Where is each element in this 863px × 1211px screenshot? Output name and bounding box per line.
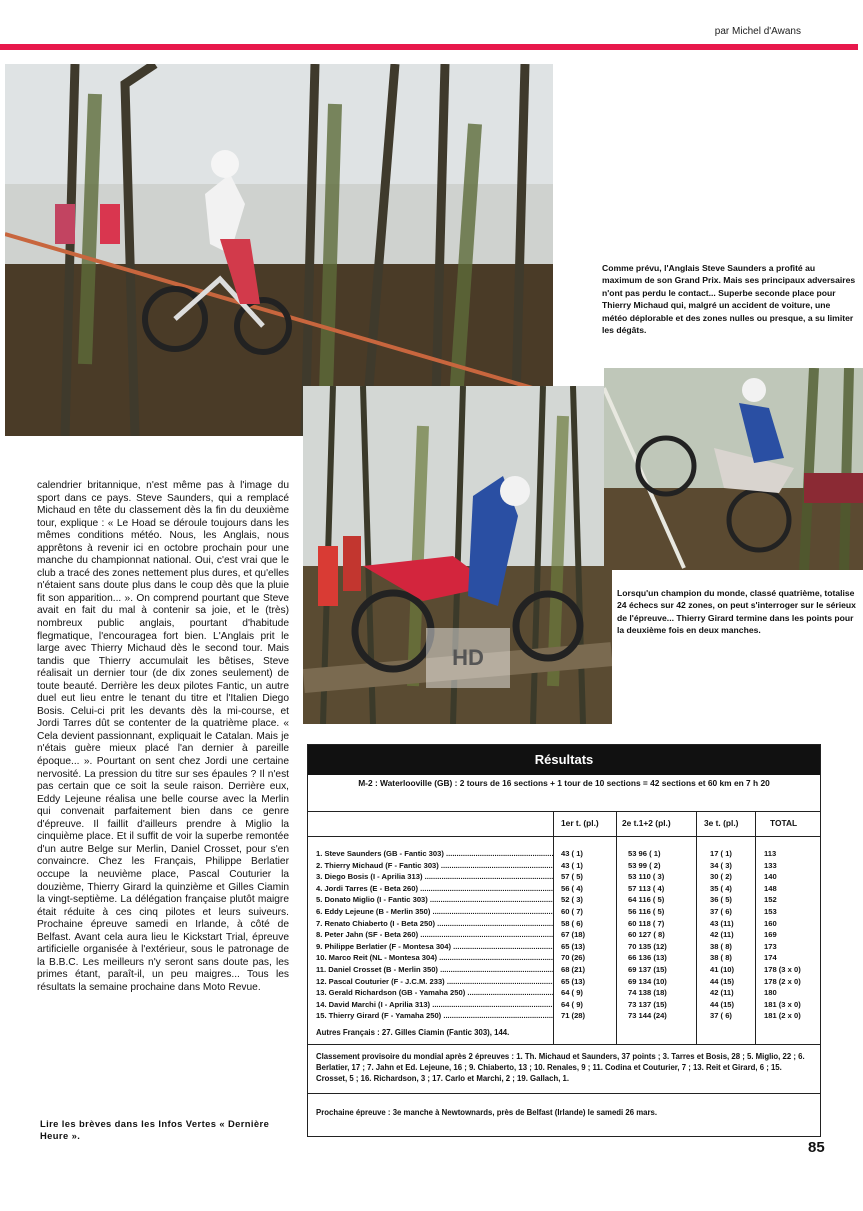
cell-total: 173: [764, 941, 777, 951]
cell-total: 174: [764, 953, 777, 963]
table-row: [308, 964, 820, 976]
cell-t1: 52 ( 3): [561, 895, 583, 905]
standings-label: Classement provisoire du mondial après 2 épreuves :: [316, 1052, 515, 1061]
table-row: [308, 941, 820, 953]
cell-t12: 56 116 ( 5): [628, 907, 665, 916]
cell-t12: 74 138 (18): [628, 988, 667, 998]
other-french: [316, 1027, 812, 1038]
cell-t1: 64 ( 9): [561, 999, 583, 1009]
table-row: [308, 894, 820, 906]
table-row: [308, 929, 820, 941]
separator: [308, 1093, 820, 1094]
cell-t1: 71 (28): [561, 1011, 586, 1021]
cell-t1: 67 (18): [561, 930, 586, 940]
cell-name: 14. David Marchi (I - Aprilia 313) .....: [316, 999, 553, 1011]
cell-name: 4. Jordi Tarres (E - Beta 260) .....: [316, 883, 553, 895]
cell-t12: 53 96 ( 1): [628, 849, 661, 858]
column-header: 1er t. (pl.): [561, 818, 599, 828]
cell-t3: 41 (10): [710, 965, 735, 974]
cell-t1: 58 ( 6): [561, 918, 583, 928]
cell-t12: 70 135 (12): [628, 941, 667, 951]
read-more-note: Lire les brèves dans les Infos Vertes « Dernière Heure ».: [40, 1118, 270, 1141]
column-header: 2e t.1+2 (pl.): [622, 818, 671, 828]
cell-total: 113: [764, 849, 777, 858]
cell-t3: 17 ( 1): [710, 849, 732, 858]
cell-name: 8. Peter Jahn (SF - Beta 260) .....: [316, 929, 553, 941]
cell-t12: 73 144 (24): [628, 1011, 667, 1021]
photo-caption-2: Lorsqu'un champion du monde, classé quatrième, totalise 24 échecs sur 42 zones, on peut s'interroger sur le sérieux de l'épreuve... Thierry Girard termine dans les points pour la deuxième fois en deux manches.: [617, 588, 856, 636]
results-title: Résultats: [308, 745, 820, 775]
cell-t3: 36 ( 5): [710, 895, 732, 905]
column-header: TOTAL: [770, 818, 798, 828]
header-rule: [308, 836, 820, 837]
cell-t3: 37 ( 6): [710, 907, 732, 916]
cell-t1: 60 ( 7): [561, 907, 583, 916]
page-number: 85: [808, 1139, 825, 1156]
cell-total: 178 (3 x 0): [764, 965, 801, 974]
cell-name: 5. Donato Miglio (I - Fantic 303) .....: [316, 894, 553, 906]
cell-t3: 44 (15): [710, 976, 735, 986]
next-event-text: 3e manche à Newtownards, près de Belfast (Irlande) le samedi 26 mars.: [392, 1108, 658, 1117]
cell-t12: 60 127 ( 8): [628, 930, 665, 940]
cell-t12: 73 137 (15): [628, 999, 667, 1009]
cell-total: 160: [764, 918, 777, 928]
cell-name: 12. Pascal Couturier (F - J.C.M. 233) .....: [316, 976, 553, 988]
cell-name: 3. Diego Bosis (I - Aprilia 313) .....: [316, 871, 553, 883]
cell-total: 153: [764, 907, 777, 916]
cell-t12: 69 137 (15): [628, 965, 667, 974]
cell-name: 13. Gerald Richardson (GB - Yamaha 250) .....: [316, 987, 553, 999]
table-row: [308, 848, 820, 860]
cell-total: 133: [764, 860, 777, 870]
table-row: [308, 860, 820, 872]
race-description: M-2 : Waterlooville (GB) : 2 tours de 16 sections + 1 tour de 10 sections = 42 sections et 60 km en 7 h 20: [358, 778, 770, 788]
table-row: [308, 918, 820, 930]
cell-t3: 38 ( 8): [710, 953, 732, 963]
table-row: [308, 883, 820, 895]
cell-total: 148: [764, 883, 777, 893]
table-row: [308, 1010, 820, 1022]
cell-t1: 65 (13): [561, 941, 586, 951]
cell-name: 1. Steve Saunders (GB - Fantic 303) .....: [316, 848, 553, 860]
article-body: [37, 480, 289, 994]
photo-thierry-girard: [604, 368, 863, 570]
cell-name: 11. Daniel Crosset (B - Merlin 350) .....: [316, 964, 553, 976]
article-paragraph: calendrier britannique, n'est même pas à l'image du sport dans ce pays. Steve Saunders, qui a remplacé Michaud en tête du classement dès la fin du deuxième tour, explique : « Le Hoad se déroule toujours dans les mêmes conditions météo. Nous, les Anglais, nous apprêtons à revenir ici en octobre prochain pour une manche du championnat national. Oui, c'est vrai que le club a tracé des zones nettement plus dures, et qu'elles n'étaient sans doute plus dans le coup dès que la pluie fit son apparition... ». On comprend pourtant que Steve avait en fait du mal à contenir sa joie, et le (très) nombreux public anglais, pourtant d'habitude flegmatique, l'encouragea fort bien. L'Anglais prit le large avec Thierry Michaud dès le second tour. Mais tandis que Thierry accumulait les bêtises, Steve réalisait un dernier tour (de dix zones seulement) de toute beauté. Derrière les deux pilotes Fantic, un autre duel eut lieu entre le tenant du titre et l'Italien Diego Bosis. Celui-ci prit les devants dès la mi-course, et Jordi Tarres dût se contenter de la quatrième place. « Cela devient passionnant, expliquait le Catalan. Mais je n'étais guère mieux placé l'an dernier à pareille époque... ». Pourtant on sent chez Jordi une certaine nervosité. La pression du titre sur ses épaules ? Il n'est pas certain que ce soit la seule raison. Derrière eux, Eddy Lejeune réalisa une belle course avec la Merlin qui convenait parfaitement bien dans ce genre d'épreuve. Il faillit d'ailleurs prendre à Miglio la cinquième place. Et il suffit de voir la superbe remontée d'un autre Belge sur Merlin, Daniel Crosset, pour s'en convaincre. Chez les Français, Philippe Berlatier occupe la neuvième place, Pascal Couturier la douzième, Thierry Girard la quinzième et Gilles Ciamin la vingt-septième. La délégation française plutôt maigre était réduite à ces cinq pilotes et leurs suiveurs. Prochaine épreuve samedi en Irlande, à côté de Belfast. Avant cela aura lieu le Kickstart Trial, épreuve artificielle organisée à l'extérieur, sous le patronage de la B.B.C. Les meilleurs n'y seront sans doute pas, les primes étant, paraît-il, un peu maigres... Tous les résultats la semaine prochaine dans Moto Revue.: [37, 480, 289, 993]
cell-name: 2. Thierry Michaud (F - Fantic 303) .....: [316, 860, 553, 872]
cell-t12: 66 136 (13): [628, 953, 667, 963]
results-box: [307, 744, 821, 1137]
cell-t12: 64 116 ( 5): [628, 895, 665, 905]
results-table: [308, 811, 820, 1045]
other-french-text: 27. Gilles Ciamin (Fantic 303), 144.: [381, 1028, 510, 1037]
cell-t3: 38 ( 8): [710, 941, 732, 951]
photo-caption-1: Comme prévu, l'Anglais Steve Saunders a profité au maximum de son Grand Prix. Mais ses principaux adversaires n'ont pas perdu le contact... Superbe seconde place pour Thierry Michaud qui, malgré un accident de voiture, une météo déplorable et des zones nulles ou presque, a su limiter les dégâts.: [602, 263, 856, 336]
cell-t3: 35 ( 4): [710, 883, 732, 893]
cell-t1: 65 (13): [561, 976, 586, 986]
cell-t3: 42 (11): [710, 930, 734, 940]
cell-name: 15. Thierry Girard (F - Yamaha 250) .....: [316, 1010, 553, 1022]
cell-t1: 57 ( 5): [561, 872, 583, 882]
cell-name: 6. Eddy Lejeune (B - Merlin 350) .....: [316, 906, 553, 918]
cell-t3: 30 ( 2): [710, 872, 732, 882]
cell-total: 140: [764, 872, 777, 882]
standings-text: 1. Th. Michaud et Saunders, 37 points ; 3. Tarres et Bosis, 28 ; 5. Miglio, 22 ; 6. Berlatier, 17 ; 7. Jahn et Ed. Lejeune, 16 ; 9. Chiaberto, 13 ; 10. Renales, 9 ; 11. Codina et Couturier, 7 ; 13. Reit et Girard, 6 ; 15. Crosset, 5 ; 16. Richardson, 3 ; 17. Carlo et Marchi, 2 ; 19. Gallach, 1.: [316, 1052, 805, 1084]
column-header: 3e t. (pl.): [704, 818, 739, 828]
cell-t3: 34 ( 3): [710, 860, 732, 870]
table-row: [308, 976, 820, 988]
cell-t1: 43 ( 1): [561, 860, 583, 870]
cell-t3: 44 (15): [710, 999, 735, 1009]
cell-t12: 53 99 ( 2): [628, 860, 661, 870]
cell-t1: 43 ( 1): [561, 849, 583, 858]
cell-name: 10. Marco Reit (NL - Montesa 304) .....: [316, 952, 553, 964]
cell-total: 169: [764, 930, 777, 940]
table-row: [308, 952, 820, 964]
cell-t12: 60 118 ( 7): [628, 918, 665, 928]
cell-name: 9. Philippe Berlatier (F - Montesa 304) .....: [316, 941, 553, 953]
cell-t3: 42 (11): [710, 988, 734, 998]
cell-t1: 68 (21): [561, 965, 586, 974]
cell-total: 180: [764, 988, 777, 998]
byline: par Michel d'Awans: [714, 26, 801, 37]
cell-total: 181 (3 x 0): [764, 999, 801, 1009]
cell-total: 181 (2 x 0): [764, 1011, 801, 1021]
table-row: [308, 906, 820, 918]
cell-t3: 43 (11): [710, 918, 734, 928]
table-row: [308, 871, 820, 883]
cell-t1: 64 ( 9): [561, 988, 583, 998]
cell-t3: 37 ( 6): [710, 1011, 732, 1021]
provisional-standings: [316, 1051, 812, 1085]
cell-total: 152: [764, 895, 777, 905]
cell-t12: 57 113 ( 4): [628, 883, 665, 893]
watermark: HD: [426, 628, 510, 688]
cell-t12: 53 110 ( 3): [628, 872, 665, 882]
table-row: [308, 987, 820, 999]
photo-steve-saunders: [5, 64, 553, 436]
next-event: [316, 1107, 812, 1118]
accent-rule: [0, 44, 858, 50]
cell-name: 7. Renato Chiaberto (I - Beta 250) .....: [316, 918, 553, 930]
cell-t1: 70 (26): [561, 953, 586, 963]
next-event-label: Prochaine épreuve :: [316, 1108, 391, 1117]
cell-t12: 69 134 (10): [628, 976, 667, 986]
cell-total: 178 (2 x 0): [764, 976, 801, 986]
table-row: [308, 999, 820, 1011]
other-french-label: Autres Français :: [316, 1028, 380, 1037]
cell-t1: 56 ( 4): [561, 883, 583, 893]
